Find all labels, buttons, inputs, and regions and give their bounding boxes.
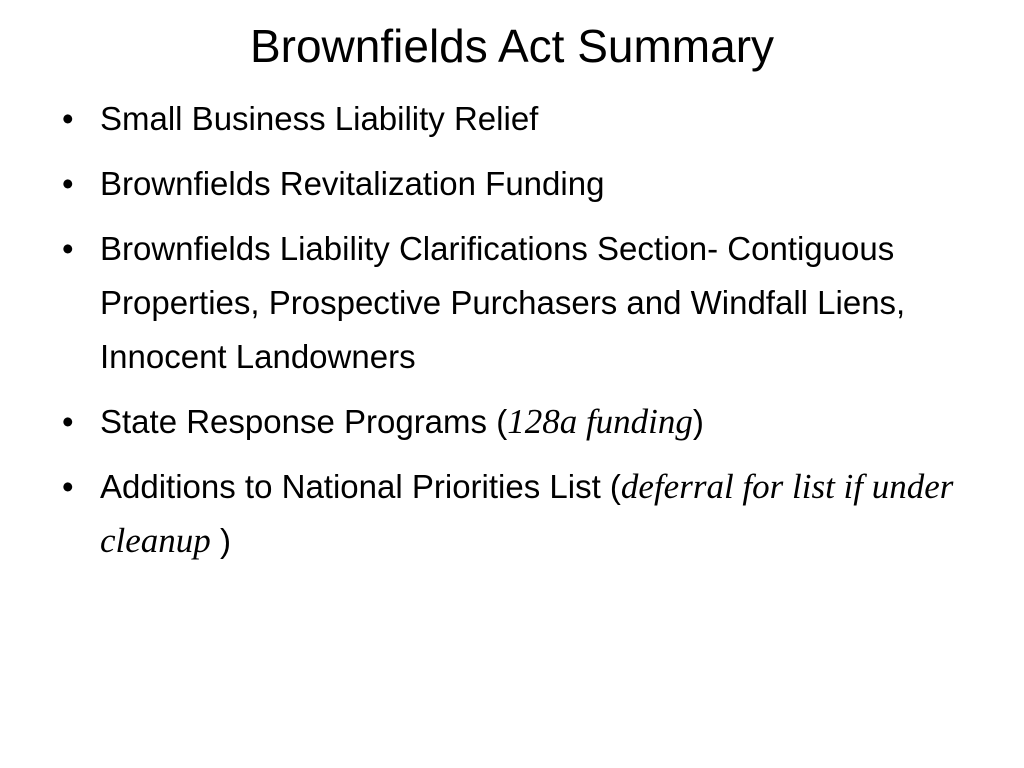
bullet-icon: • bbox=[62, 230, 74, 267]
bullet-italic-note: deferral for list if under cleanup bbox=[100, 467, 954, 560]
list-item bbox=[62, 157, 992, 211]
bullet-text bbox=[100, 468, 953, 559]
bullet-text: Brownfields Revitalization Funding bbox=[100, 165, 605, 202]
bullet-text-end: ) bbox=[210, 522, 231, 559]
bullet-icon: • bbox=[62, 403, 74, 440]
bullet-icon: • bbox=[62, 100, 74, 137]
list-item bbox=[62, 92, 992, 146]
bullet-list bbox=[62, 92, 992, 579]
list-item bbox=[62, 222, 992, 384]
bullet-icon: • bbox=[62, 165, 74, 202]
bullet-icon: • bbox=[62, 468, 74, 505]
bullet-text bbox=[100, 403, 704, 440]
list-item bbox=[62, 395, 992, 449]
bullet-italic-note: 128a funding bbox=[507, 402, 693, 441]
bullet-text: Brownfields Liability Clarifications Section- Contiguous Properties, Prospective Purchasers and Windfall Liens, Innocent Landowners bbox=[100, 230, 906, 375]
bullet-text-start: State Response Programs ( bbox=[100, 403, 508, 440]
bullet-text-start: Additions to National Priorities List ( bbox=[100, 468, 621, 505]
bullet-text: Small Business Liability Relief bbox=[100, 100, 539, 137]
list-item bbox=[62, 460, 992, 568]
bullet-text-end: ) bbox=[692, 403, 704, 440]
slide-title: Brownfields Act Summary bbox=[249, 20, 775, 72]
